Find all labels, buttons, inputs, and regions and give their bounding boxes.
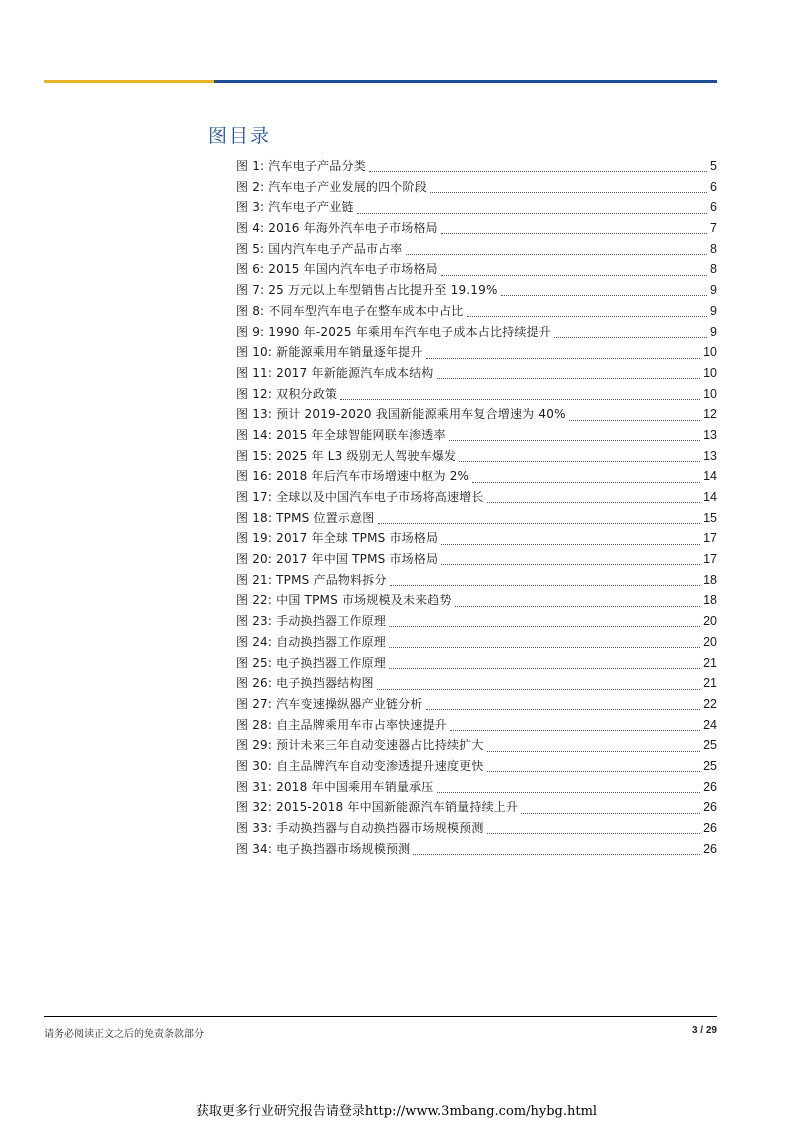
toc-entry-page: 9 xyxy=(710,303,717,318)
toc-dot-leader xyxy=(487,770,701,772)
toc-entry-label: 图 19: 2017 年全球 TPMS 市场格局 xyxy=(236,531,439,546)
toc-entry[interactable] xyxy=(236,259,717,280)
toc-entry[interactable] xyxy=(236,197,717,218)
toc-entry[interactable] xyxy=(236,508,717,529)
header-rule-gold xyxy=(44,80,214,83)
toc-entry-page: 26 xyxy=(703,800,717,815)
toc-entry[interactable] xyxy=(236,694,717,715)
toc-entry-label: 图 34: 电子换挡器市场规模预测 xyxy=(236,841,411,856)
toc-dot-leader xyxy=(369,170,707,172)
toc-entry[interactable] xyxy=(236,446,717,467)
footer-page-indicator: 3 / 29 xyxy=(691,1025,717,1036)
toc-entry-label: 图 29: 预计未来三年自动变速器占比持续扩大 xyxy=(236,738,484,753)
toc-entry-label: 图 23: 手动换挡器工作原理 xyxy=(236,614,386,629)
toc-entry[interactable] xyxy=(236,218,717,239)
toc-entry-label: 图 12: 双积分政策 xyxy=(236,386,338,401)
toc-dot-leader xyxy=(390,584,700,586)
bottom-promo-link[interactable]: 获取更多行业研究报告请登录http://www.3mbang.com/hybg.html xyxy=(195,1104,598,1119)
toc-entry-label: 图 6: 2015 年国内汽车电子市场格局 xyxy=(236,262,438,277)
toc-entry[interactable] xyxy=(236,632,717,653)
toc-entry-page: 7 xyxy=(710,221,717,236)
toc-entry-page: 5 xyxy=(710,159,717,173)
toc-dot-leader xyxy=(378,522,701,524)
toc-entry[interactable] xyxy=(236,653,717,674)
toc-dot-leader xyxy=(487,501,701,503)
toc-entry-page: 22 xyxy=(703,696,717,711)
toc-entry[interactable] xyxy=(236,425,717,446)
toc-dot-leader xyxy=(441,274,707,276)
toc-entry-page: 26 xyxy=(703,821,717,835)
toc-title: 图目录 xyxy=(208,125,272,147)
toc-dot-leader xyxy=(437,377,701,379)
toc-dot-leader xyxy=(426,708,701,710)
toc-entry[interactable] xyxy=(236,239,717,260)
toc-dot-leader xyxy=(437,791,701,793)
toc-entry-page: 14 xyxy=(703,490,717,504)
toc-dot-leader xyxy=(441,232,707,234)
toc-entry-page: 8 xyxy=(710,241,717,256)
footer-disclaimer: 请务必阅读正文之后的免责条款部分 xyxy=(44,1029,204,1040)
toc-entry-page: 26 xyxy=(703,779,717,794)
toc-entry-label: 图 24: 自动换挡器工作原理 xyxy=(236,634,386,649)
toc-entry-page: 21 xyxy=(703,655,717,670)
toc-entry[interactable] xyxy=(236,322,717,343)
toc-entry[interactable] xyxy=(236,797,717,818)
toc-entry-page: 26 xyxy=(703,841,717,856)
toc-dot-leader xyxy=(472,481,700,483)
toc-dot-leader xyxy=(449,439,700,441)
toc-dot-leader xyxy=(501,294,707,296)
toc-entry-page: 20 xyxy=(703,614,717,629)
toc-entry-label: 图 3: 汽车电子产业链 xyxy=(236,200,354,215)
toc-entry-page: 13 xyxy=(703,427,717,442)
toc-dot-leader xyxy=(389,625,700,627)
toc-entry-label: 图 25: 电子换挡器工作原理 xyxy=(236,655,386,670)
toc-entry[interactable] xyxy=(236,301,717,322)
toc-entry[interactable] xyxy=(236,404,717,425)
toc-entry[interactable] xyxy=(236,156,717,177)
toc-dot-leader xyxy=(455,605,700,607)
toc-entry-label: 图 16: 2018 年后汽车市场增速中枢为 2% xyxy=(236,469,470,484)
toc-entry-label: 图 1: 汽车电子产品分类 xyxy=(236,159,366,173)
toc-entry[interactable] xyxy=(236,777,717,798)
toc-dot-leader xyxy=(389,667,700,669)
toc-entry-page: 20 xyxy=(703,634,717,649)
toc-entry[interactable] xyxy=(236,756,717,777)
toc-entry-page: 21 xyxy=(703,676,717,691)
toc-entry-page: 10 xyxy=(703,345,717,360)
toc-entry-label: 图 14: 2015 年全球智能网联车渗透率 xyxy=(236,427,446,442)
toc-entry-label: 图 5: 国内汽车电子产品市占率 xyxy=(236,241,403,256)
toc-entry-label: 图 33: 手动换挡器与自动换挡器市场规模预测 xyxy=(236,821,484,835)
toc-dot-leader xyxy=(413,853,700,855)
footer-rule xyxy=(44,1016,717,1017)
toc-dot-leader xyxy=(487,832,701,834)
toc-dot-leader xyxy=(357,212,707,214)
toc-entry-page: 25 xyxy=(703,758,717,773)
toc-dot-leader xyxy=(430,191,707,193)
toc-entry-label: 图 27: 汽车变速操纵器产业链分析 xyxy=(236,696,423,711)
toc-entry[interactable] xyxy=(236,342,717,363)
toc-entry-label: 图 21: TPMS 产品物料拆分 xyxy=(236,572,387,587)
toc-entry[interactable] xyxy=(236,528,717,549)
toc-entry[interactable] xyxy=(236,570,717,591)
toc-entry-label: 图 30: 自主品牌汽车自动变渗透提升速度更快 xyxy=(236,758,484,773)
toc-entry-page: 8 xyxy=(710,262,717,277)
toc-entry-label: 图 4: 2016 年海外汽车电子市场格局 xyxy=(236,221,438,236)
toc-entry[interactable] xyxy=(236,839,717,860)
toc-entry[interactable] xyxy=(236,549,717,570)
toc-entry[interactable] xyxy=(236,590,717,611)
toc-entry-label: 图 26: 电子换挡器结构图 xyxy=(236,676,374,691)
toc-entry[interactable] xyxy=(236,384,717,405)
toc-dot-leader xyxy=(450,729,700,731)
toc-entry-label: 图 20: 2017 年中国 TPMS 市场格局 xyxy=(236,552,439,567)
toc-dot-leader xyxy=(441,543,700,545)
toc-entry-label: 图 13: 预计 2019-2020 我国新能源乘用车复合增速为 40% xyxy=(236,407,566,422)
toc-entry-label: 图 32: 2015-2018 年中国新能源汽车销量持续上升 xyxy=(236,800,519,815)
toc-entry[interactable] xyxy=(236,611,717,632)
toc-dot-leader xyxy=(340,398,700,400)
toc-entry-page: 9 xyxy=(710,324,717,339)
toc-entry-page: 12 xyxy=(703,407,717,422)
toc-entry-page: 6 xyxy=(710,179,717,194)
toc-dot-leader xyxy=(441,563,700,565)
toc-entry-page: 15 xyxy=(703,510,717,525)
toc-entry-label: 图 31: 2018 年中国乘用车销量承压 xyxy=(236,779,434,794)
toc-entry-page: 13 xyxy=(703,448,717,463)
toc-dot-leader xyxy=(487,750,701,752)
toc-entry[interactable] xyxy=(236,818,717,839)
toc-entry[interactable] xyxy=(236,735,717,756)
toc-entry[interactable] xyxy=(236,715,717,736)
toc-entry-label: 图 7: 25 万元以上车型销售占比提升至 19.19% xyxy=(236,283,498,298)
toc-entry-page: 10 xyxy=(703,365,717,380)
toc-dot-leader xyxy=(426,357,701,359)
toc-entry-label: 图 18: TPMS 位置示意图 xyxy=(236,510,375,525)
toc-entry-label: 图 8: 不同车型汽车电子在整车成本中占比 xyxy=(236,303,464,318)
toc-dot-leader xyxy=(554,336,707,338)
toc-dot-leader xyxy=(406,253,708,255)
toc-dot-leader xyxy=(459,460,700,462)
toc-entry-label: 图 22: 中国 TPMS 市场规模及未来趋势 xyxy=(236,593,452,608)
toc-entry[interactable] xyxy=(236,177,717,198)
toc-entry-page: 10 xyxy=(703,386,717,401)
toc-dot-leader xyxy=(521,812,700,814)
toc-entry[interactable] xyxy=(236,673,717,694)
toc-entry-label: 图 17: 全球以及中国汽车电子市场将高速增长 xyxy=(236,490,484,504)
toc-dot-leader xyxy=(569,419,700,421)
toc-entry-label: 图 2: 汽车电子产业发展的四个阶段 xyxy=(236,179,427,194)
toc-entry[interactable] xyxy=(236,466,717,487)
toc-entry[interactable] xyxy=(236,280,717,301)
toc-entry-page: 17 xyxy=(703,531,717,546)
toc-entry-page: 18 xyxy=(703,593,717,608)
toc-dot-leader xyxy=(389,646,700,648)
toc-entry-page: 18 xyxy=(703,572,717,587)
toc-entry[interactable] xyxy=(236,487,717,508)
toc-entry-page: 6 xyxy=(710,200,717,215)
toc-entry-label: 图 15: 2025 年 L3 级别无人驾驶车爆发 xyxy=(236,448,457,463)
toc-entry-page: 9 xyxy=(710,283,717,298)
toc-dot-leader xyxy=(467,315,708,317)
toc-entry-page: 25 xyxy=(703,738,717,753)
toc-entry-page: 24 xyxy=(703,717,717,732)
toc-entry-page: 14 xyxy=(703,469,717,484)
toc-entry-label: 图 10: 新能源乘用车销量逐年提升 xyxy=(236,345,423,360)
toc-entry-page: 17 xyxy=(703,552,717,567)
toc-entry[interactable] xyxy=(236,363,717,384)
toc-entry-label: 图 11: 2017 年新能源汽车成本结构 xyxy=(236,365,434,380)
header-rule-blue xyxy=(214,80,717,83)
toc-entry-label: 图 28: 自主品牌乘用车市占率快速提升 xyxy=(236,717,447,732)
toc-entry-label: 图 9: 1990 年-2025 年乘用车汽车电子成本占比持续提升 xyxy=(236,324,551,339)
toc-dot-leader xyxy=(377,688,700,690)
table-of-figures xyxy=(236,156,717,859)
